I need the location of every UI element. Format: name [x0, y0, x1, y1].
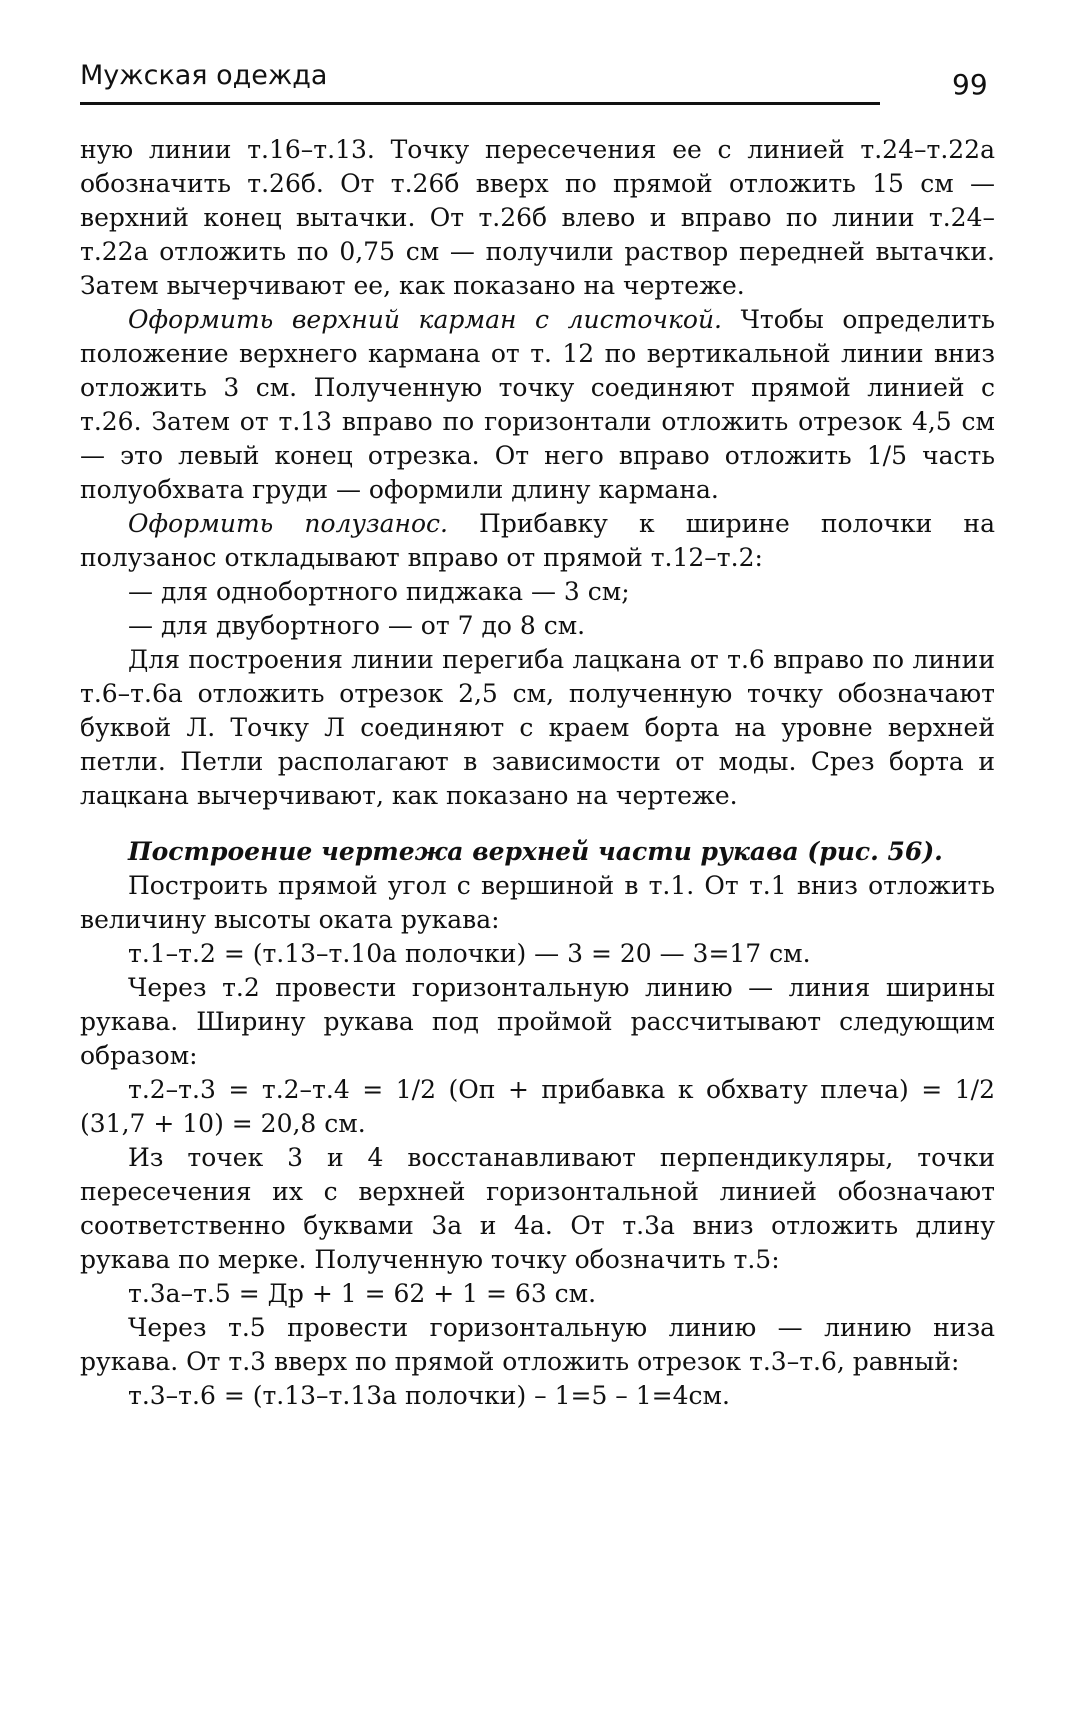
paragraph-text: Через т.2 провести горизонтальную линию — линия ширины рукава. Ширину рукава под проймой рассчитывают следующим образом:	[80, 973, 995, 1070]
paragraph-text: Из точек 3 и 4 восстанавливают перпендикуляры, точки пересечения их с верхней горизонтальной линией обозначают соответственно буквами 3а и 4а. От т.3а вниз отложить длину рукава по мерке. Полученную точку обозначить т.5:	[80, 1143, 995, 1274]
paragraph-text: Прибавку к ширине полочки на полузанос откладывают вправо от прямой т.12–т.2:	[80, 509, 995, 572]
page-number: 99	[952, 68, 988, 101]
formula-t1-t2	[80, 937, 995, 971]
formula-text: т.3–т.6 = (т.13–т.13а полочки) – 1=5 – 1=4см.	[128, 1381, 730, 1410]
paragraph-text: Для построения линии перегиба лацкана от т.6 вправо по линии т.6–т.6а отложить отрезок 2,5 см, полученную точку обозначают буквой Л. Точку Л соединяют с краем борта на уровне верхней петли. Петли располагают в зависимости от моды. Срез борта и лацкана вычерчивают, как показано на чертеже.	[80, 645, 995, 810]
paragraph-text: Через т.5 провести горизонтальную линию — линию низа рукава. От т.3 вверх по прямой отложить отрезок т.3–т.6, равный:	[80, 1313, 995, 1376]
list-item-text: — для двубортного — от 7 до 8 см.	[128, 611, 586, 640]
paragraph-lapel	[80, 643, 995, 813]
running-head: Мужская одежда	[80, 60, 328, 91]
formula-text: т.1–т.2 = (т.13–т.10а полочки) — 3 = 20 — 3=17 см.	[128, 939, 811, 968]
formula-t2-t3	[80, 1073, 995, 1141]
paragraph-text: Построить прямой угол с вершиной в т.1. От т.1 вниз отложить величину высоты оката рукава:	[80, 871, 995, 934]
paragraph-lead-italic: Оформить верхний карман с листочкой.	[128, 305, 722, 334]
formula-t3a-t5	[80, 1277, 995, 1311]
paragraph-text: ную линии т.16–т.13. Точку пересечения ее с линией т.24–т.22а обозначить т.26б. От т.26б вверх по прямой отложить 15 см — верхний конец вытачки. От т.26б влево и вправо по линии т.24–т.22а отложить по 0,75 см — получили раствор передней вытачки. Затем вычерчивают ее, как показано на чертеже.	[80, 135, 995, 300]
paragraph-continuation	[80, 133, 995, 303]
formula-text: т.3а–т.5 = Др + 1 = 62 + 1 = 63 см.	[128, 1279, 597, 1308]
paragraph-text: Чтобы определить положение верхнего кармана от т. 12 по вертикальной линии вниз отложить 3 см. Полученную точку соединяют прямой линией с т.26. Затем от т.13 вправо по горизонтали отложить отрезок 4,5 см — это левый конец отрезка. От него вправо отложить 1/5 часть полуобхвата груди — оформили длину кармана.	[80, 305, 995, 504]
paragraph-perpendiculars	[80, 1141, 995, 1277]
header-rule	[80, 102, 880, 105]
list-item-text: — для однобортного пиджака — 3 см;	[128, 577, 630, 606]
paragraph-pocket	[80, 303, 995, 507]
body-text	[80, 133, 995, 1413]
list-item-double-breasted	[80, 609, 995, 643]
formula-text: т.2–т.3 = т.2–т.4 = 1/2 (Оп + прибавка к обхвату плеча) = 1/2 (31,7 + 10) = 20,8 см.	[80, 1075, 995, 1138]
section-heading-text: Построение чертежа верхней части рукава (рис. 56).	[128, 837, 943, 866]
paragraph-sleeve-width	[80, 971, 995, 1073]
formula-t3-t6	[80, 1379, 995, 1413]
paragraph-hem-line	[80, 1311, 995, 1379]
list-item-single-breasted	[80, 575, 995, 609]
paragraph-lead-italic: Оформить полузанос.	[128, 509, 448, 538]
paragraph-overlap	[80, 507, 995, 575]
page-header	[80, 52, 880, 112]
section-heading-sleeve	[80, 835, 995, 869]
paragraph-right-angle	[80, 869, 995, 937]
